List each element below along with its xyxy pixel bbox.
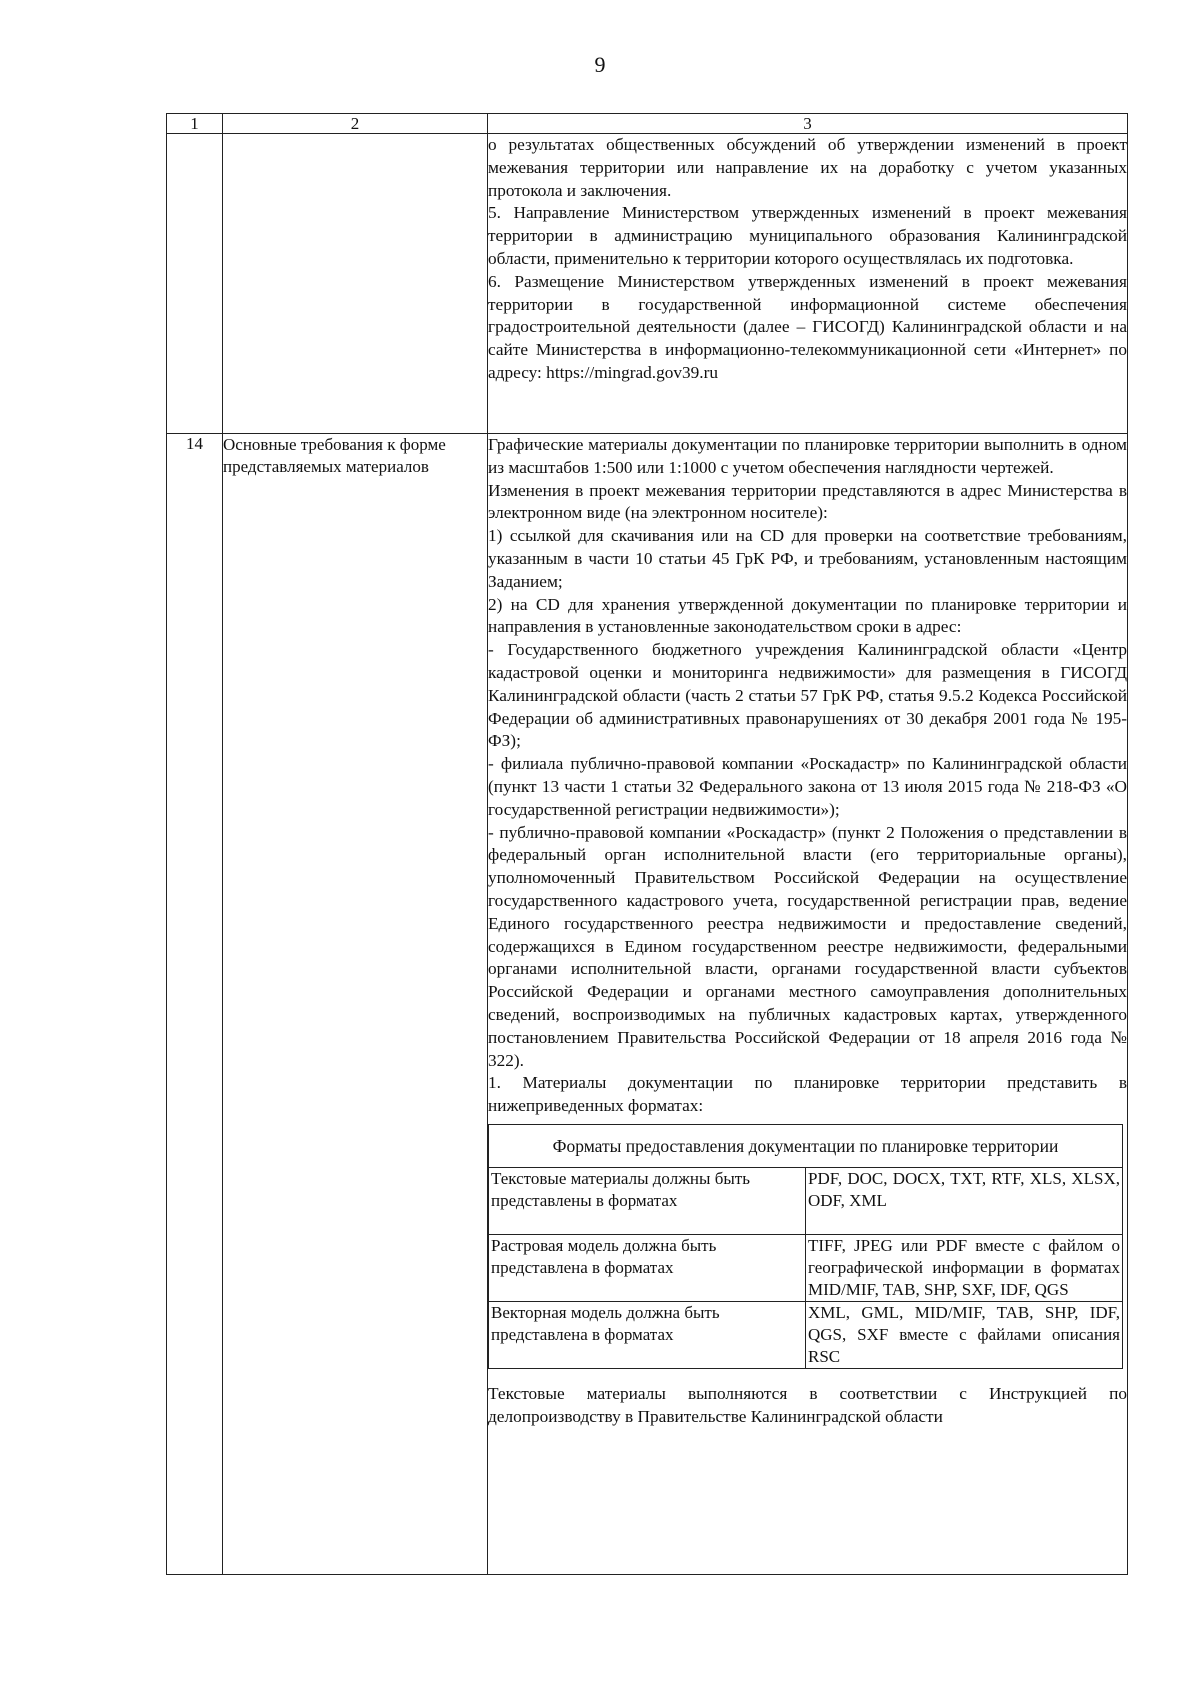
paragraph: - публично-правовой компании «Роскадастр» (пункт 2 Положения о представлении в федеральный орган исполнительной власти (его территориальные органы), уполномоченный Правительством Российской Федерации на осуществление государственного кадастрового учета, государственной регистрации прав, ведение Единого государственного реестра недвижимости и предоставление сведений, содержащихся в Едином государственном реестре недвижимости, федеральными органами исполнительной власти, органами государственной власти субъектов Российской Федерации и органами местного самоуправления дополнительных сведений, воспроизводимых на публичных кадастровых картах, утвержденного постановлением Правительства Российской Федерации от 18 апреля 2016 года № 322).: [488, 822, 1127, 1070]
row-number-cell: [167, 134, 223, 434]
paragraph: 2) на CD для хранения утвержденной документации по планировке территории и направления в установленные законодательством сроки в адрес:: [488, 594, 1127, 637]
page-number: 9: [594, 52, 606, 77]
header-col-2: 2: [223, 114, 488, 134]
formats-table-wrapper: [488, 1118, 1125, 1377]
header-col-3: 3: [488, 114, 1128, 134]
table-row-14: [167, 434, 1128, 1575]
format-type-cell: Растровая модель должна быть представлена в форматах: [489, 1234, 806, 1301]
row-content-cell: [488, 434, 1128, 1575]
table-row-continued: [167, 134, 1128, 434]
format-type-cell: Векторная модель должна быть представлена в форматах: [489, 1301, 806, 1368]
paragraph: 5. Направление Министерством утвержденных изменений в проект межевания территории в администрацию муниципального образования Калининградской области, применительно к территории которого осуществлялась их подготовка.: [488, 203, 1127, 268]
format-list-cell: TIFF, JPEG или PDF вместе с файлом о географической информации в форматах MID/MIF, TAB, SHP, SXF, IDF, QGS: [806, 1234, 1123, 1301]
formats-row: [489, 1167, 1123, 1234]
assignment-table: [166, 113, 1128, 1575]
formats-table-title: Форматы предоставления документации по планировке территории: [489, 1124, 1123, 1167]
paragraph: 1. Материалы документации по планировке территории представить в нижеприведенных форматах:: [488, 1073, 1127, 1116]
row-number-cell: 14: [167, 434, 223, 1575]
format-type-cell: Текстовые материалы должны быть представлены в форматах: [489, 1167, 806, 1234]
paragraph: Текстовые материалы выполняются в соответствии с Инструкцией по делопроизводству в Правительстве Калининградской области: [488, 1383, 1127, 1426]
formats-row: [489, 1234, 1123, 1301]
paragraph: - Государственного бюджетного учреждения Калининградской области «Центр кадастровой оценки и мониторинга недвижимости» для размещения в ГИСОГД Калининградской области (часть 2 статьи 57 ГрК РФ, статья 9.5.2 Кодекса Российской Федерации об административных правонарушениях от 30 декабря 2001 года № 195-ФЗ);: [488, 640, 1127, 751]
format-list-cell: XML, GML, MID/MIF, TAB, SHP, IDF, QGS, SXF вместе с файлами описания RSC: [806, 1301, 1123, 1368]
paragraph: 6. Размещение Министерством утвержденных изменений в проект межевания территории в государственной информационной системе обеспечения градостроительной деятельности (далее – ГИСОГД) Калининградской области и на сайте Министерства в информационно-телекоммуникационной сети «Интернет» по адресу: https://mingrad.gov39.ru: [488, 271, 1127, 382]
row-content-cell: [488, 134, 1128, 434]
paragraph: - филиала публично-правовой компании «Роскадастр» по Калининградской области (пункт 13 части 1 статьи 32 Федерального закона от 13 июля 2015 года № 218-ФЗ «О государственной регистрации недвижимости»);: [488, 754, 1127, 819]
paragraph: о результатах общественных обсуждений об утверждении изменений в проект межевания территории или направление их на доработку с учетом указанных протокола и заключения.: [488, 135, 1127, 200]
table-header-row: [167, 114, 1128, 134]
row-requirement-cell: [223, 134, 488, 434]
formats-row: [489, 1301, 1123, 1368]
header-col-1: 1: [167, 114, 223, 134]
paragraph: Изменения в проект межевания территории представляются в адрес Министерства в электронном виде (на электронном носителе):: [488, 480, 1127, 523]
paragraph: 1) ссылкой для скачивания или на CD для проверки на соответствие требованиям, указанным в части 10 статьи 45 ГрК РФ, и требованиям, установленным настоящим Заданием;: [488, 526, 1127, 591]
formats-table: [488, 1124, 1123, 1369]
format-list-cell: PDF, DOC, DOCX, TXT, RTF, XLS, XLSX, ODF, XML: [806, 1167, 1123, 1234]
paragraph: Графические материалы документации по планировке территории выполнить в одном из масштабов 1:500 или 1:1000 с учетом обеспечения наглядности чертежей.: [488, 435, 1127, 477]
row-requirement-cell: Основные требования к форме представляемых материалов: [223, 434, 488, 1575]
